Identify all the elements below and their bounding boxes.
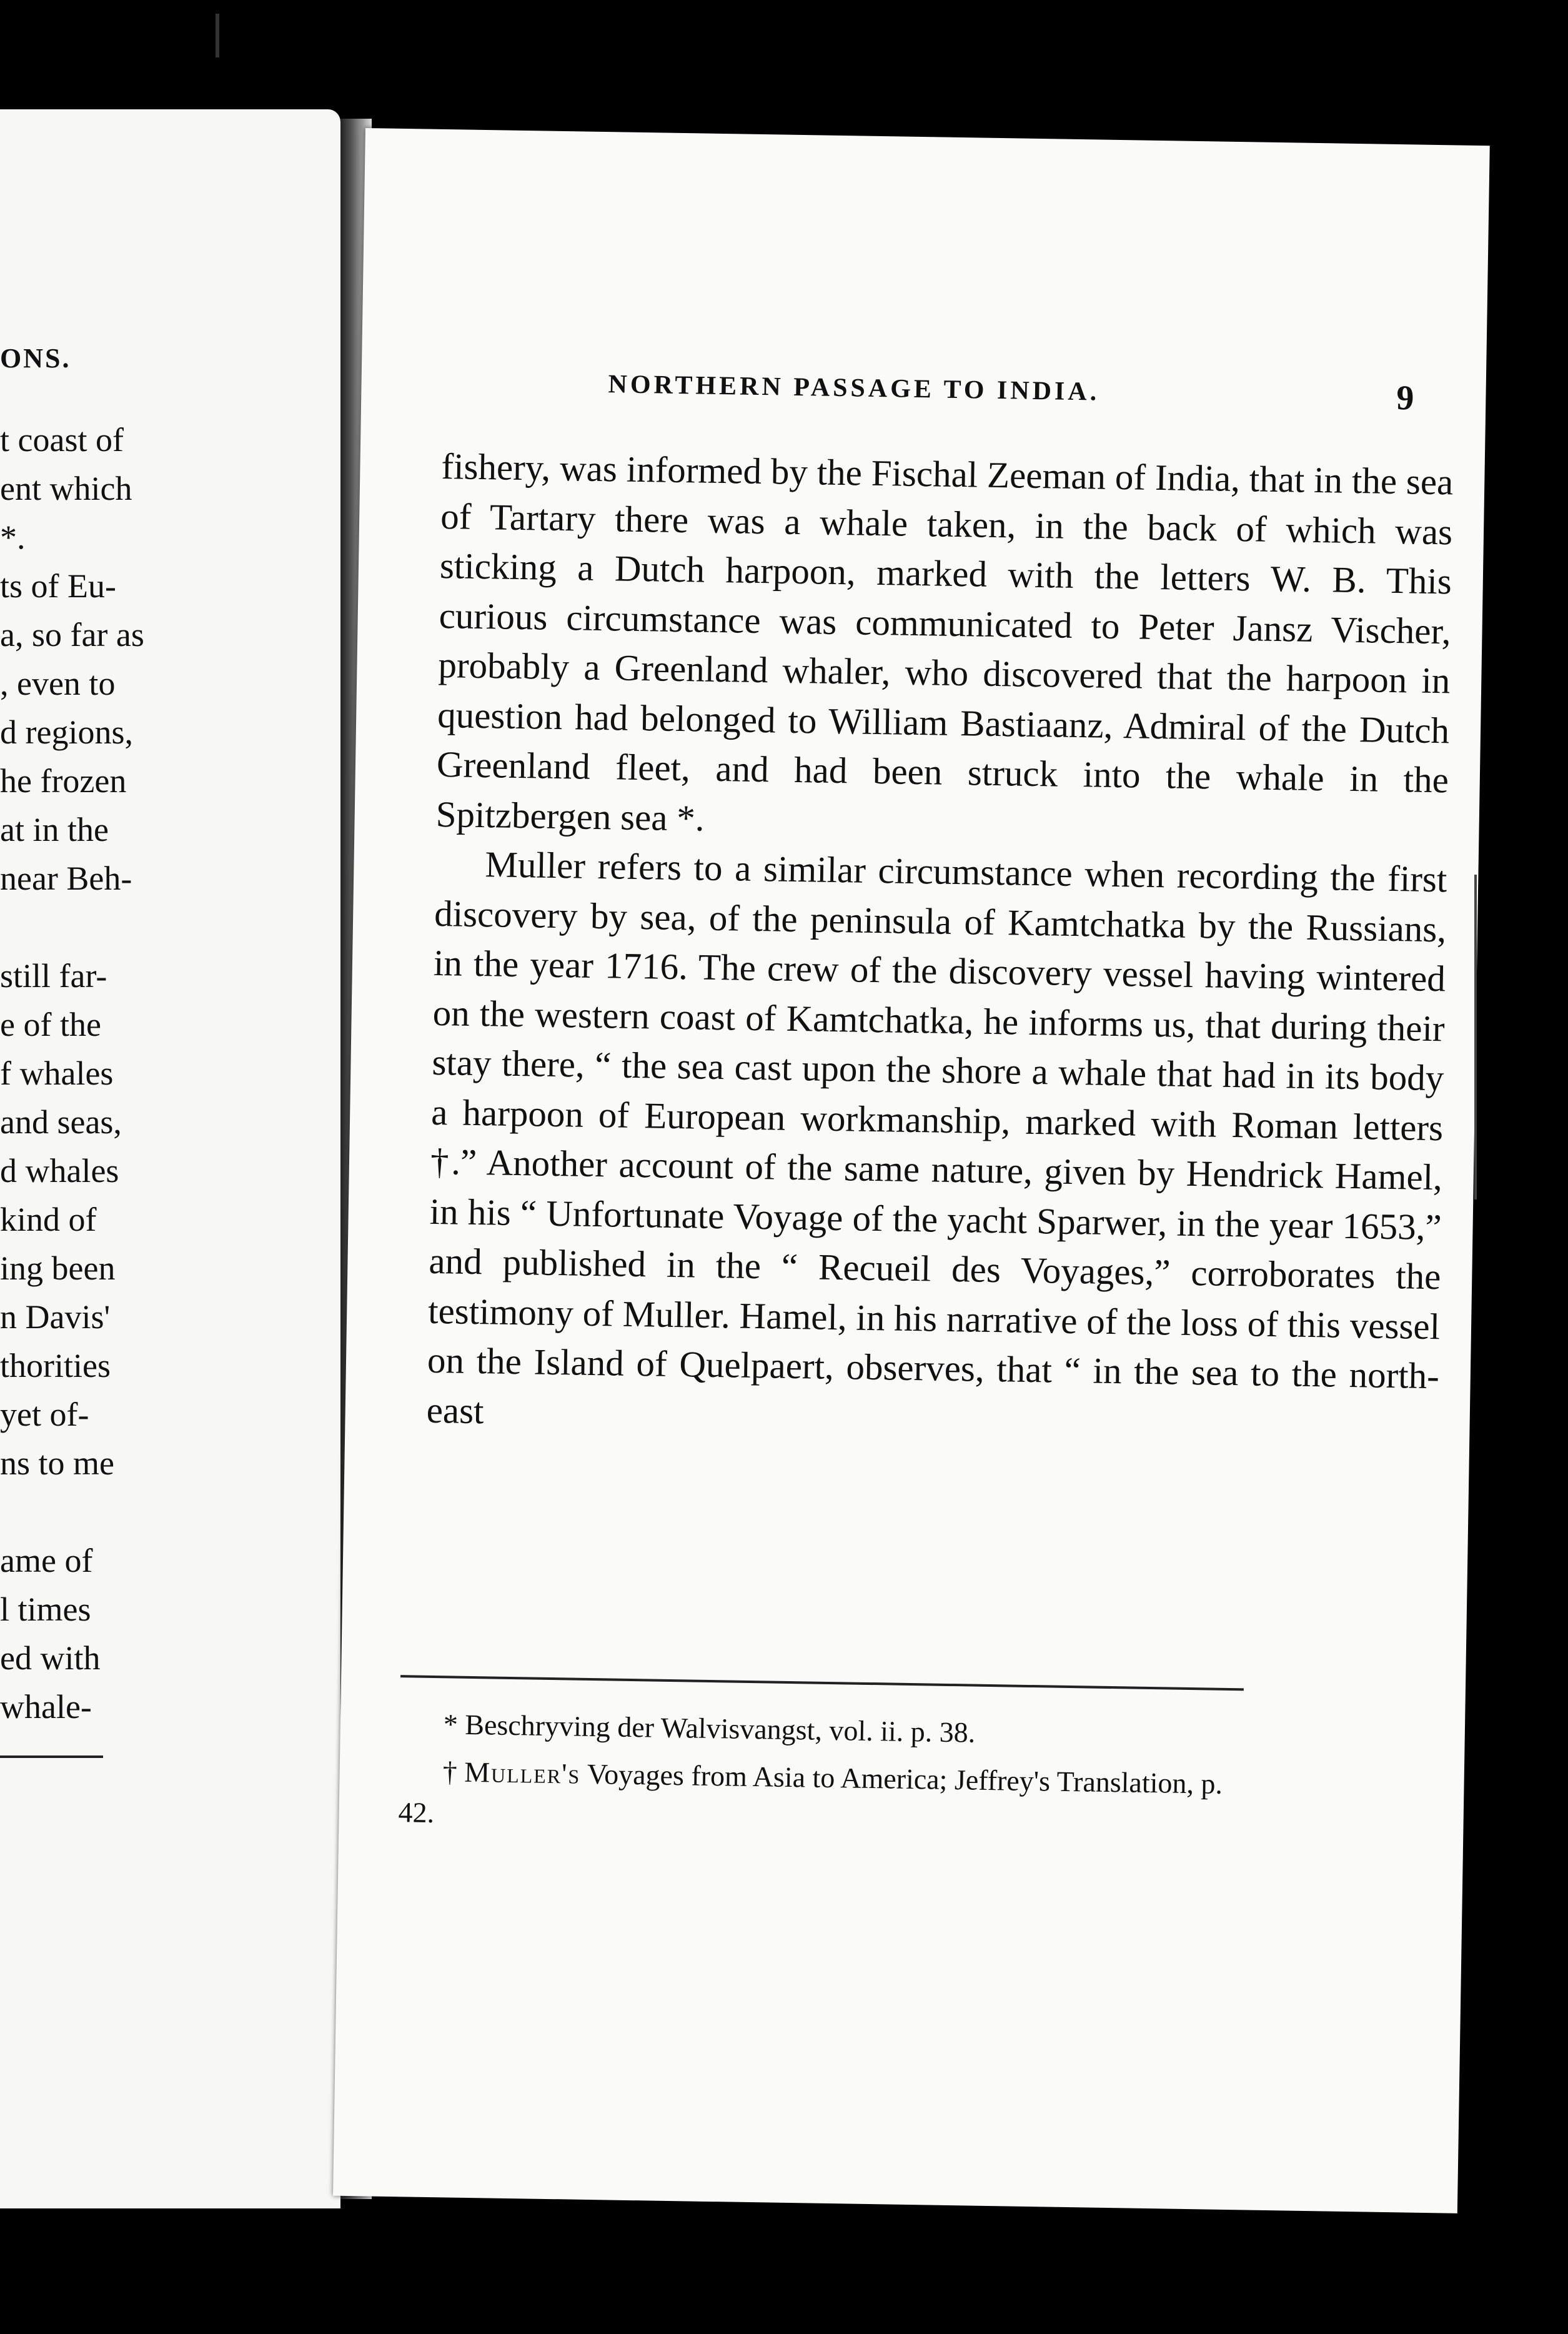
left-line: whale- <box>0 1688 92 1726</box>
left-line: t coast of <box>0 421 124 459</box>
left-line: l times <box>0 1591 91 1628</box>
left-footnote-rule <box>0 1755 103 1758</box>
left-line: ame of <box>0 1542 93 1579</box>
left-line: ts of Eu- <box>0 567 116 605</box>
footnote-mark: † <box>442 1755 465 1788</box>
left-line: d whales <box>0 1152 119 1189</box>
running-head-title: NORTHERN PASSAGE TO INDIA. <box>608 370 1100 407</box>
scan-speck <box>1474 875 1477 1199</box>
footnote-text: Voyages from Asia to America; Jeffrey's Translation, p. 42. <box>398 1757 1223 1829</box>
paragraph: fishery, was informed by the Fischal Zeeman of India, that in the sea of Tartary there was a whale taken, in the back of which was sticking a Dutch harpoon, marked with the letters W. B. This curious circumstance was communicated to Peter Jansz Vischer, probably a Greenland whaler, who discovered that the harpoon in question had belonged to William Bastiaanz, Admiral of the Dutch Greenland fleet, and had been struck into the whale in the Spitzbergen sea *. <box>435 445 1454 839</box>
left-line: near Beh- <box>0 860 132 897</box>
left-running-head-fragment: ONS. <box>0 343 71 374</box>
paragraph: Muller refers to a similar circumstance when recording the first discovery by sea, of the peninsula of Kamtchatka by the Russians, in the year 1716. The crew of the discovery vessel having wintered on the western coast of Kamtchatka, he informs us, that during their stay there, “ the sea cast upon the shore a whale that had in its body a harpoon of European workmanship, marked with Roman letters †.” Another account of the same nature, given by Hendrick Hamel, in his “ Unfortunate Voyage of the yacht Sparwer, in the year 1653,” and published in the “ Recueil des Voyages,” corroborates the testimony of Muller. Hamel, in his narrative of the loss of this vessel on the Island of Quelpaert, observes, that “ in the sea to the north-east <box>426 843 1447 1431</box>
footnote <box>398 1751 1243 1846</box>
page-number: 9 <box>1396 378 1414 418</box>
left-facing-page <box>0 109 340 2208</box>
left-line: *. <box>0 519 26 556</box>
left-line <box>0 903 144 951</box>
left-line: and seas, <box>0 1103 122 1141</box>
body-text <box>426 442 1454 1451</box>
scan-speck <box>216 14 219 57</box>
left-line: e of the <box>0 1006 101 1043</box>
left-line: ing been <box>0 1249 116 1287</box>
left-line: at in the <box>0 811 109 848</box>
left-line: , even to <box>0 665 116 702</box>
footnotes <box>398 1703 1243 1852</box>
footnote: * Beschryving der Walvisvangst, vol. ii. p. 38. <box>443 1708 976 1749</box>
running-head <box>608 369 1414 438</box>
left-line: yet of- <box>0 1396 89 1433</box>
left-text-fragments <box>0 415 144 1731</box>
left-line: ent which <box>0 470 132 507</box>
left-line: a, so far as <box>0 616 144 653</box>
left-line: thorities <box>0 1347 111 1384</box>
footnote-author: Muller's <box>464 1755 581 1790</box>
left-line: he frozen <box>0 762 127 800</box>
right-page <box>333 128 1490 2213</box>
left-line <box>0 1487 144 1536</box>
left-line: still far- <box>0 957 107 995</box>
left-line: ed with <box>0 1639 101 1677</box>
left-line: n Davis' <box>0 1298 111 1336</box>
left-line: f whales <box>0 1055 114 1092</box>
left-line: kind of <box>0 1201 97 1238</box>
left-line: d regions, <box>0 713 133 751</box>
left-line: ns to me <box>0 1444 114 1482</box>
footnote-rule <box>400 1675 1244 1691</box>
